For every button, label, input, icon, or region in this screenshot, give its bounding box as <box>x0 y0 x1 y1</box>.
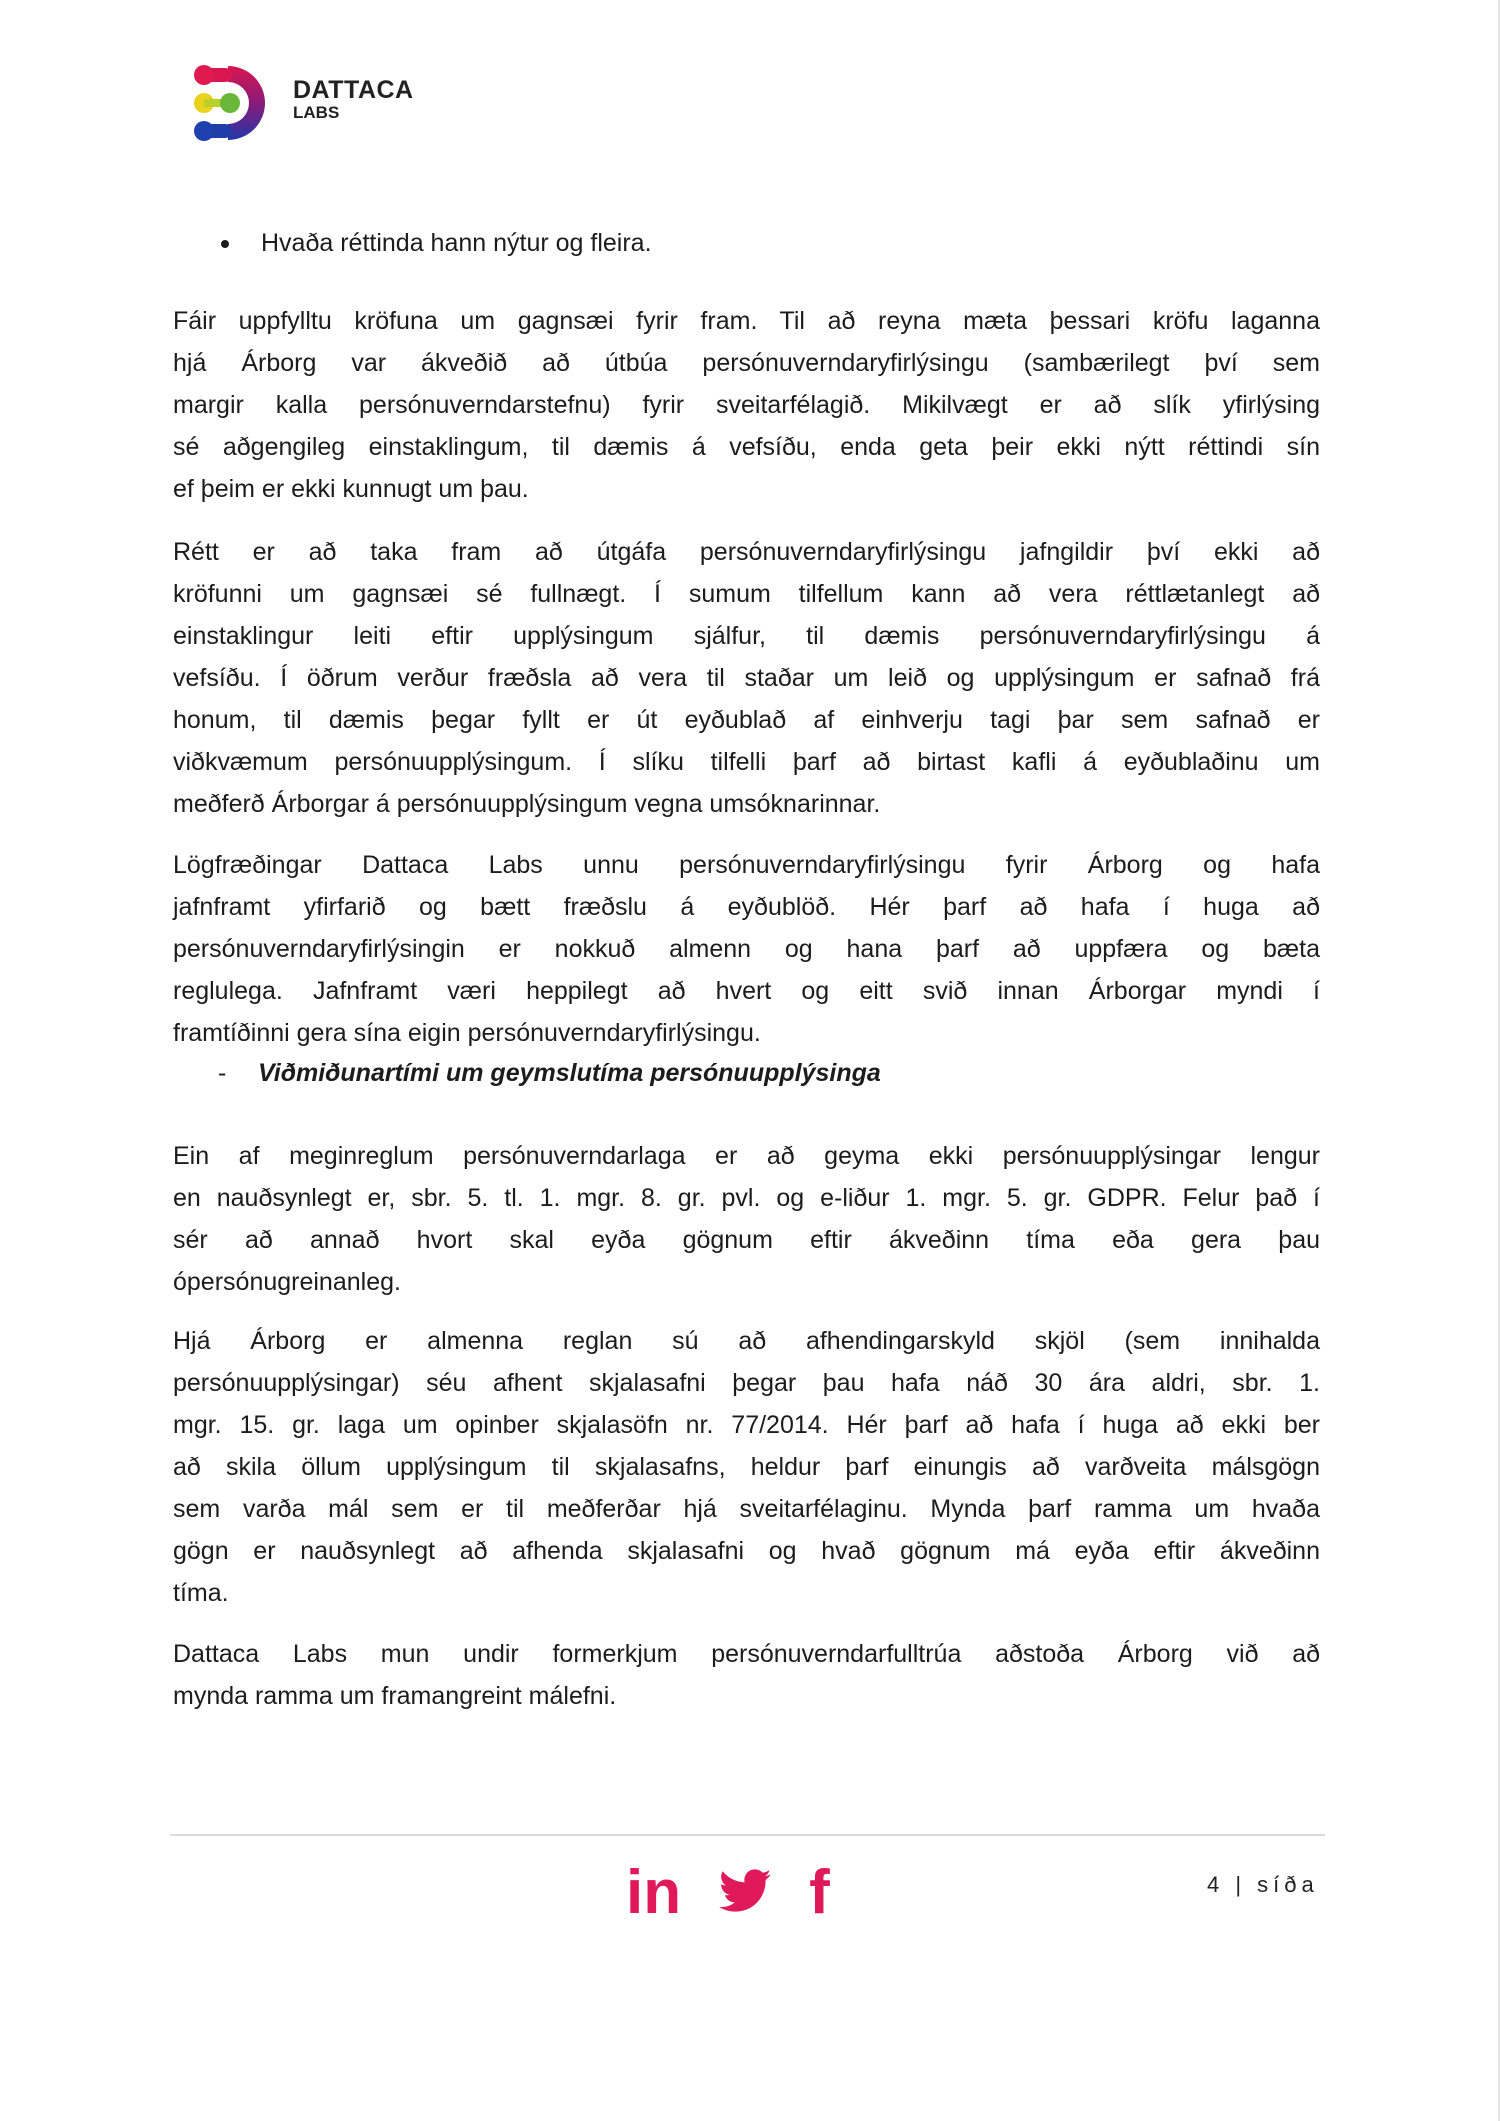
section-heading <box>218 1055 881 1091</box>
logo-name: DATTACA <box>293 76 414 104</box>
paragraph-line: Ein af meginreglum persónuverndarlaga er að geyma ekki persónuupplýsingar lengur <box>173 1142 1320 1170</box>
heading-dash: - <box>218 1059 227 1087</box>
twitter-icon[interactable] <box>719 1862 771 1924</box>
paragraph-line: Dattaca Labs mun undir formerkjum persónuverndarfulltrúa aðstoða Árborg við að <box>173 1640 1320 1668</box>
paragraph-line: margir kalla persónuverndarstefnu) fyrir sveitarfélagið. Mikilvægt er að slík yfirlýsing <box>173 391 1320 419</box>
footer-divider <box>170 1834 1325 1836</box>
paragraph-line: ef þeim er ekki kunnugt um þau. <box>173 475 529 503</box>
paragraph-line: sér að annað hvort skal eyða gögnum eftir ákveðinn tíma eða gera þau <box>173 1226 1320 1254</box>
paragraph-line: vefsíðu. Í öðrum verður fræðsla að vera til staðar um leið og upplýsingum er safnað frá <box>173 664 1320 692</box>
paragraph-line: meðferð Árborgar á persónuupplýsingum vegna umsóknarinnar. <box>173 790 881 818</box>
bullet-item <box>221 226 652 260</box>
paragraph-line: Lögfræðingar Dattaca Labs unnu persónuverndaryfirlýsingu fyrir Árborg og hafa <box>173 851 1320 879</box>
paragraph <box>173 1320 1320 1614</box>
paragraph-line: Fáir uppfylltu kröfuna um gagnsæi fyrir fram. Til að reyna mæta þessari kröfu laganna <box>173 307 1320 335</box>
paragraph-line: tíma. <box>173 1579 229 1607</box>
paragraph-line: ópersónugreinanleg. <box>173 1268 401 1296</box>
paragraph-line: reglulega. Jafnframt væri heppilegt að hvert og eitt svið innan Árborgar myndi í <box>173 977 1320 1005</box>
paragraph-line: Rétt er að taka fram að útgáfa persónuverndaryfirlýsingu jafngildir því ekki að <box>173 538 1320 566</box>
paragraph-line: viðkvæmum persónuupplýsingum. Í slíku tilfelli þarf að birtast kafli á eyðublaðinu um <box>173 748 1320 776</box>
logo-mark-icon <box>188 58 278 148</box>
paragraph-line: en nauðsynlegt er, sbr. 5. tl. 1. mgr. 8. gr. pvl. og e-liður 1. mgr. 5. gr. GDPR. Felur það í <box>173 1184 1320 1212</box>
paragraph-line: gögn er nauðsynlegt að afhenda skjalasafni og hvað gögnum má eyða eftir ákveðinn <box>173 1537 1320 1565</box>
paragraph-line: Hjá Árborg er almenna reglan sú að afhendingarskyld skjöl (sem innihalda <box>173 1327 1320 1355</box>
paragraph <box>173 1135 1320 1303</box>
bullet-text: Hvaða réttinda hann nýtur og fleira. <box>261 229 652 257</box>
paragraph <box>173 844 1320 1054</box>
paragraph-line: persónuverndaryfirlýsingin er nokkuð almenn og hana þarf að uppfæra og bæta <box>173 935 1320 963</box>
paragraph-line: jafnframt yfirfarið og bætt fræðslu á eyðublöð. Hér þarf að hafa í huga að <box>173 893 1320 921</box>
paragraph-line: einstaklingur leiti eftir upplýsingum sjálfur, til dæmis persónuverndaryfirlýsingu á <box>173 622 1320 650</box>
linkedin-icon[interactable]: in <box>626 1858 682 1927</box>
paragraph-line: sem varða mál sem er til meðferðar hjá sveitarfélaginu. Mynda þarf ramma um hvaða <box>173 1495 1320 1523</box>
page-number: 4 | síða <box>1207 1872 1319 1897</box>
paragraph-line: að skila öllum upplýsingum til skjalasafns, heldur þarf einungis að varðveita málsgögn <box>173 1453 1320 1481</box>
paragraph <box>173 1633 1320 1717</box>
paragraph-line: sé aðgengileg einstaklingum, til dæmis á vefsíðu, enda geta þeir ekki nýtt réttindi sín <box>173 433 1320 461</box>
paragraph <box>173 300 1320 510</box>
paragraph-line: persónuupplýsingar) séu afhent skjalasafni þegar þau hafa náð 30 ára aldri, sbr. 1. <box>173 1369 1320 1397</box>
paragraph-line: honum, til dæmis þegar fyllt er út eyðublað af einhverju tagi þar sem safnað er <box>173 706 1320 734</box>
paragraph-line: mynda ramma um framangreint málefni. <box>173 1682 617 1710</box>
bullet-dot-icon <box>221 240 229 248</box>
heading-text: Viðmiðunartími um geymslutíma persónuupplýsinga <box>258 1059 881 1087</box>
logo-sub: LABS <box>293 103 340 122</box>
social-links <box>626 1858 830 1927</box>
paragraph <box>173 531 1320 825</box>
logo-text <box>293 78 414 121</box>
paragraph-line: mgr. 15. gr. laga um opinber skjalasöfn nr. 77/2014. Hér þarf að hafa í huga að ekki ber <box>173 1411 1320 1439</box>
paragraph-line: framtíðinni gera sína eigin persónuverndaryfirlýsingu. <box>173 1019 761 1047</box>
facebook-icon[interactable]: f <box>809 1858 830 1927</box>
paragraph-line: hjá Árborg var ákveðið að útbúa persónuverndaryfirlýsingu (sambærilegt því sem <box>173 349 1320 377</box>
paragraph-line: kröfunni um gagnsæi sé fullnægt. Í sumum tilfellum kann að vera réttlætanlegt að <box>173 580 1320 608</box>
